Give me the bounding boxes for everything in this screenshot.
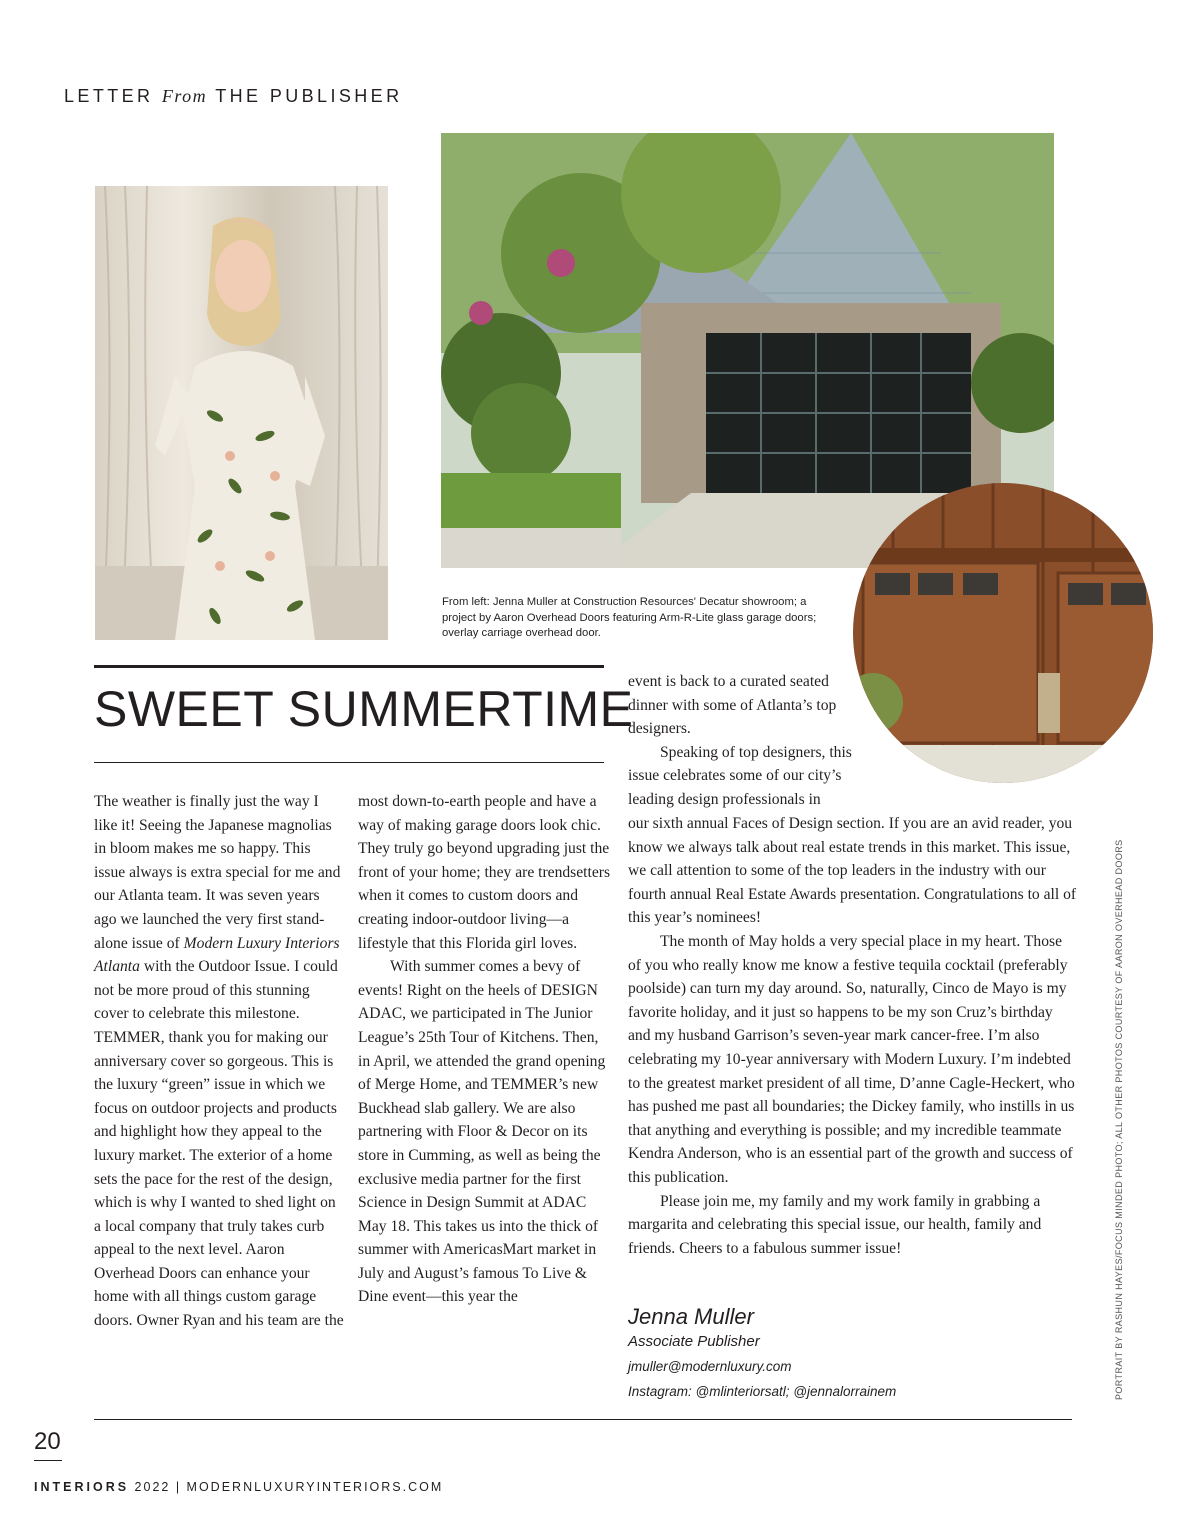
body-paragraph: our sixth annual Faces of Design section. If you are an avid reader, you know we always talk about real estate trends in this market. This issue, we call attention to some of the top leaders in the industry with our fourth annual Real Estate Awards presentation. Congratulations to all of this year’s nominees! — [628, 815, 1077, 927]
body-paragraph: The month of May holds a very special place in my heart. Those of you who really know me know a festive tequila cocktail (preferably poolside) can turn my day around. So, naturally, Cinco de Mayo is my favorite holiday, and it just so happens to be my son Cruz’s birthday and my husband Garrison’s seven-year mark cancer-free. I’m also celebrating my 10-year anniversary with Modern Luxury. I’m indebted to the greatest market president of all time, D’anne Cagle-Heckert, who has pushed me past all boundaries; the Dickey family, who instills in us that anything and everything is possible; and my incredible teammate Kendra Anderson, who is an essential part of the growth and success of this publication. — [628, 932, 1075, 1186]
body-paragraph: With summer comes a bevy of events! Right on the heels of DESIGN ADAC, we participated in The Junior League’s 25th Tour of Kitchens. Then, in April, we attended the grand opening of Merge Home, and TEMMER’s new Buckhead slab gallery. We are also partnering with Floor & Decor on its store in Cumming, as well as being the exclusive media partner for the first Science in Design Summit at ADAC May 18. This takes us into the thick of summer with AmericasMart market in July and August’s famous To Live & Dine event—this year the — [358, 958, 606, 1306]
page-number-rule — [34, 1460, 62, 1461]
carriage-door-photo — [853, 483, 1153, 783]
body-column-1 — [94, 790, 344, 1333]
section-kicker — [64, 86, 402, 107]
photo-caption: From left: Jenna Muller at Construction Resources' Decatur showroom; a project by Aaron Overhead Doors featuring Arm-R-Lite glass garage doors; overlay carriage overhead door. — [442, 596, 817, 639]
page-number: 20 — [34, 1428, 61, 1455]
headline-top-rule — [94, 665, 604, 668]
footer-brand: INTERIORS — [34, 1480, 130, 1494]
signature-email: jmuller@modernluxury.com — [628, 1359, 792, 1374]
body-paragraph: event is back to a curated seated dinner with some of Atlanta’s top designers. — [628, 673, 837, 738]
body-column-3 — [628, 812, 1078, 1260]
kicker-letter: LETTER — [64, 86, 154, 106]
body-column-2 — [358, 790, 610, 1309]
photo-credit: PORTRAIT BY RASHUN HAYES/FOCUS MINDED PHOTO; ALL OTHER PHOTOS COURTESY OF AARON OVERHEAD DOORS — [1114, 839, 1124, 1400]
signature-name: Jenna Muller — [628, 1304, 754, 1329]
signature-instagram: Instagram: @mlinteriorsatl; @jennalorrainem — [628, 1384, 897, 1399]
portrait-photo — [95, 186, 388, 640]
kicker-the-publisher: THE PUBLISHER — [215, 86, 403, 106]
signature-title: Associate Publisher — [628, 1333, 760, 1350]
footer-text: 2022 | MODERNLUXURYINTERIORS.COM — [134, 1480, 444, 1494]
paragraph-text: The weather is finally just the way I like it! Seeing the Japanese magnolias in bloom makes me so happy. This issue always is extra special for me and our Atlanta team. It was seven years ago we launched the very first stand-alone issue of — [94, 793, 341, 952]
headline-bottom-rule — [94, 762, 604, 763]
magazine-title: Modern Luxury Interiors Atlanta — [94, 934, 340, 976]
paragraph-text: with the Outdoor Issue. I could not be more proud of this stunning cover to celebrate this milestone. TEMMER, thank you for making our anniversary cover so gorgeous. This is the luxury “green” issue in which we focus on outdoor projects and products and highlight how they appeal to the luxury market. The exterior of a home sets the pace for the rest of the design, which is why I wanted to shed light on a local company that truly takes curb appeal to the next level. Aaron Overhead Doors can enhance your home with all things custom garage doors. Owner Ryan and his team are the — [94, 958, 344, 1330]
body-paragraph: Speaking of top designers, this issue celebrates some of our city’s leading design professionals in — [628, 743, 852, 808]
kicker-from: From — [161, 86, 208, 106]
body-column-3-top — [628, 670, 868, 812]
body-paragraph: Please join me, my family and my work family in grabbing a margarita and celebrating this special issue, our health, family and friends. Cheers to a fabulous summer issue! — [628, 1192, 1042, 1257]
footer — [34, 1480, 443, 1494]
headline: SWEET SUMMERTIME — [94, 681, 634, 737]
body-paragraph — [94, 790, 344, 1333]
body-paragraph: most down-to-earth people and have a way of making garage doors look chic. They truly go beyond upgrading just the front of your home; they are trendsetters when it comes to custom doors and creating indoor-outdoor living—a lifestyle that this Florida girl loves. — [358, 793, 611, 952]
bottom-rule — [94, 1419, 1072, 1420]
